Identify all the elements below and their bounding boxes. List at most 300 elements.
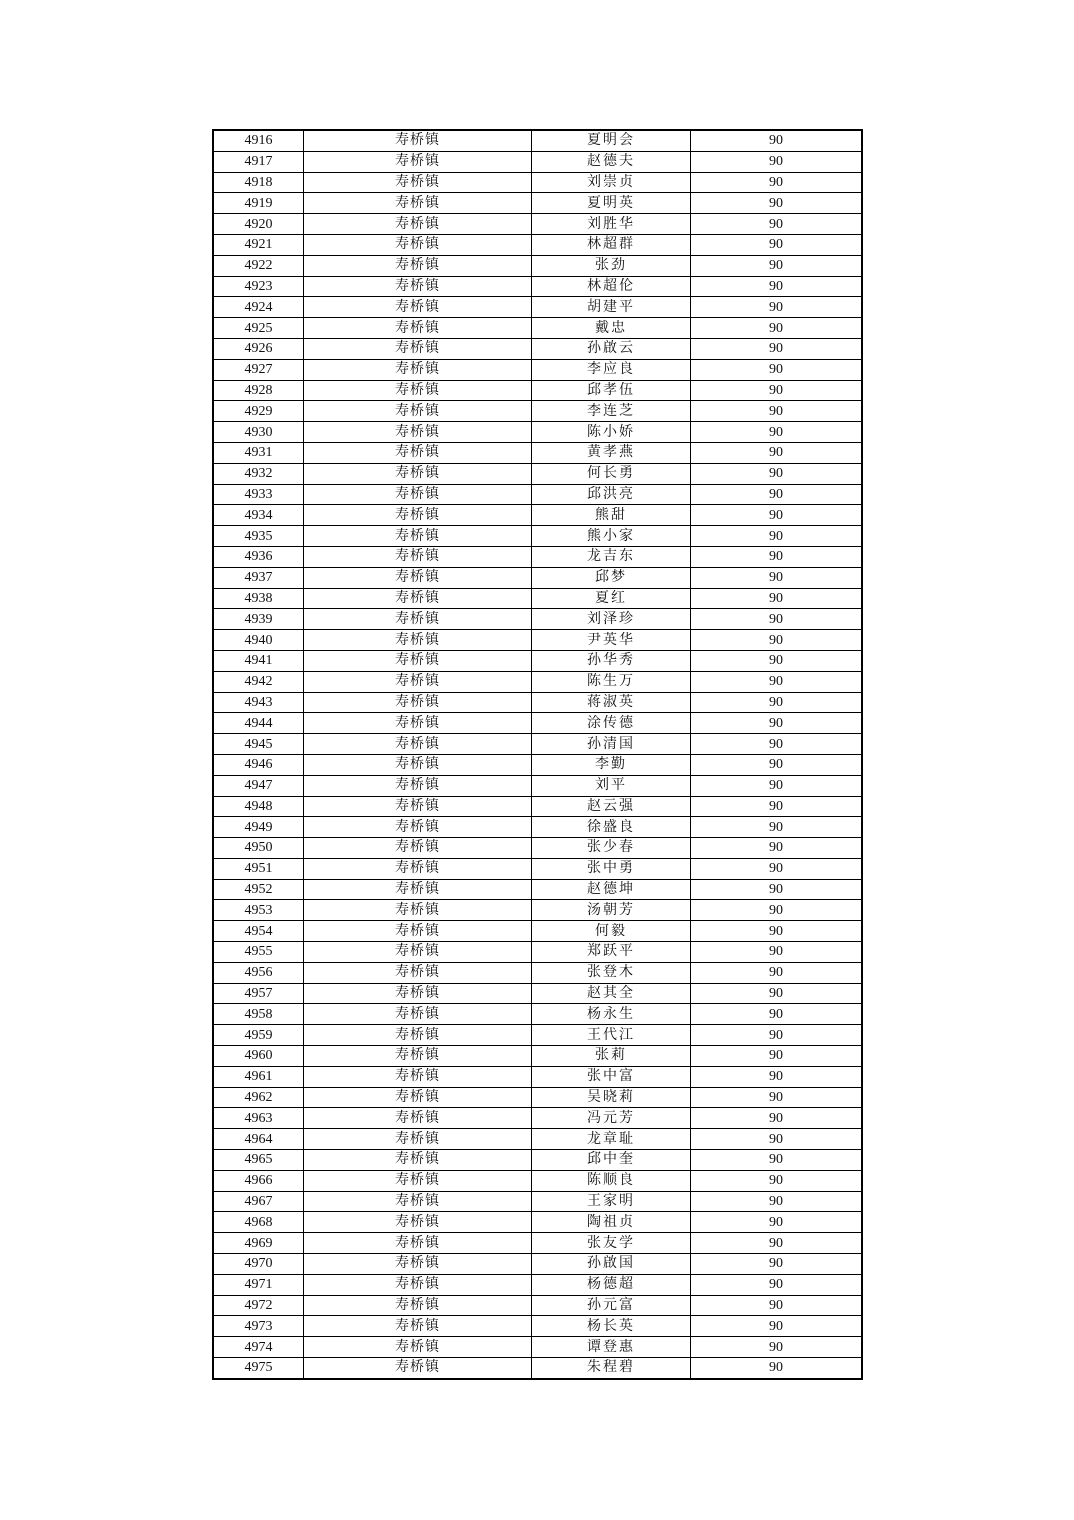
score-cell: 90 [691, 214, 863, 235]
score-cell: 90 [691, 546, 863, 567]
name-cell: 赵德坤 [532, 879, 691, 900]
table-row [213, 1170, 862, 1191]
town-cell: 寿桥镇 [304, 838, 532, 859]
table-row [213, 1316, 862, 1337]
score-cell: 90 [691, 318, 863, 339]
row-number-cell: 4949 [213, 817, 304, 838]
row-number-cell: 4953 [213, 900, 304, 921]
row-number-cell: 4950 [213, 838, 304, 859]
name-cell: 邱梦 [532, 567, 691, 588]
name-cell: 黄孝燕 [532, 442, 691, 463]
score-cell: 90 [691, 422, 863, 443]
row-number-cell: 4962 [213, 1087, 304, 1108]
score-cell: 90 [691, 775, 863, 796]
name-cell: 熊甜 [532, 505, 691, 526]
score-cell: 90 [691, 1191, 863, 1212]
row-number-cell: 4943 [213, 692, 304, 713]
town-cell: 寿桥镇 [304, 858, 532, 879]
name-cell: 尹英华 [532, 630, 691, 651]
score-cell: 90 [691, 1295, 863, 1316]
town-cell: 寿桥镇 [304, 172, 532, 193]
name-cell: 孙华秀 [532, 650, 691, 671]
table-row [213, 650, 862, 671]
name-cell: 刘泽珍 [532, 609, 691, 630]
score-cell: 90 [691, 463, 863, 484]
score-cell: 90 [691, 713, 863, 734]
score-cell: 90 [691, 817, 863, 838]
town-cell: 寿桥镇 [304, 1254, 532, 1275]
table-row [213, 318, 862, 339]
town-cell: 寿桥镇 [304, 1274, 532, 1295]
row-number-cell: 4929 [213, 401, 304, 422]
table-row [213, 1150, 862, 1171]
town-cell: 寿桥镇 [304, 193, 532, 214]
score-cell: 90 [691, 1150, 863, 1171]
score-cell: 90 [691, 1129, 863, 1150]
score-cell: 90 [691, 650, 863, 671]
row-number-cell: 4930 [213, 422, 304, 443]
row-number-cell: 4939 [213, 609, 304, 630]
name-cell: 杨德超 [532, 1274, 691, 1295]
name-cell: 赵云强 [532, 796, 691, 817]
row-number-cell: 4961 [213, 1066, 304, 1087]
score-cell: 90 [691, 359, 863, 380]
table-row [213, 942, 862, 963]
name-cell: 张中富 [532, 1066, 691, 1087]
table-row [213, 1087, 862, 1108]
town-cell: 寿桥镇 [304, 151, 532, 172]
name-cell: 赵其全 [532, 983, 691, 1004]
table-row [213, 962, 862, 983]
town-cell: 寿桥镇 [304, 505, 532, 526]
table-row [213, 172, 862, 193]
table-row [213, 858, 862, 879]
town-cell: 寿桥镇 [304, 546, 532, 567]
town-cell: 寿桥镇 [304, 713, 532, 734]
town-cell: 寿桥镇 [304, 921, 532, 942]
town-cell: 寿桥镇 [304, 692, 532, 713]
town-cell: 寿桥镇 [304, 609, 532, 630]
table-row [213, 401, 862, 422]
town-cell: 寿桥镇 [304, 734, 532, 755]
score-cell: 90 [691, 1087, 863, 1108]
score-cell: 90 [691, 754, 863, 775]
name-cell: 夏明会 [532, 130, 691, 151]
row-number-cell: 4972 [213, 1295, 304, 1316]
row-number-cell: 4955 [213, 942, 304, 963]
score-cell: 90 [691, 1254, 863, 1275]
town-cell: 寿桥镇 [304, 1066, 532, 1087]
row-number-cell: 4968 [213, 1212, 304, 1233]
score-cell: 90 [691, 401, 863, 422]
town-cell: 寿桥镇 [304, 1191, 532, 1212]
table-row [213, 276, 862, 297]
score-cell: 90 [691, 484, 863, 505]
score-cell: 90 [691, 588, 863, 609]
row-number-cell: 4960 [213, 1046, 304, 1067]
score-cell: 90 [691, 983, 863, 1004]
score-cell: 90 [691, 1274, 863, 1295]
town-cell: 寿桥镇 [304, 1337, 532, 1358]
score-cell: 90 [691, 734, 863, 755]
table-row [213, 338, 862, 359]
town-cell: 寿桥镇 [304, 900, 532, 921]
row-number-cell: 4928 [213, 380, 304, 401]
row-number-cell: 4956 [213, 962, 304, 983]
table-row [213, 526, 862, 547]
name-cell: 陈顺良 [532, 1170, 691, 1191]
score-cell: 90 [691, 193, 863, 214]
row-number-cell: 4938 [213, 588, 304, 609]
table-row [213, 1254, 862, 1275]
town-cell: 寿桥镇 [304, 942, 532, 963]
name-cell: 王代江 [532, 1025, 691, 1046]
name-cell: 李勤 [532, 754, 691, 775]
score-cell: 90 [691, 1025, 863, 1046]
town-cell: 寿桥镇 [304, 796, 532, 817]
town-cell: 寿桥镇 [304, 1025, 532, 1046]
row-number-cell: 4933 [213, 484, 304, 505]
town-cell: 寿桥镇 [304, 671, 532, 692]
row-number-cell: 4918 [213, 172, 304, 193]
table-row [213, 630, 862, 651]
row-number-cell: 4923 [213, 276, 304, 297]
table-row [213, 1233, 862, 1254]
row-number-cell: 4924 [213, 297, 304, 318]
town-cell: 寿桥镇 [304, 318, 532, 339]
score-cell: 90 [691, 234, 863, 255]
row-number-cell: 4935 [213, 526, 304, 547]
score-cell: 90 [691, 297, 863, 318]
name-cell: 刘平 [532, 775, 691, 796]
town-cell: 寿桥镇 [304, 775, 532, 796]
row-number-cell: 4971 [213, 1274, 304, 1295]
name-cell: 涂传德 [532, 713, 691, 734]
name-cell: 陈生万 [532, 671, 691, 692]
table-row [213, 1129, 862, 1150]
name-cell: 蒋淑英 [532, 692, 691, 713]
score-cell: 90 [691, 838, 863, 859]
name-cell: 杨永生 [532, 1004, 691, 1025]
score-cell: 90 [691, 1046, 863, 1067]
table-row [213, 130, 862, 151]
row-number-cell: 4973 [213, 1316, 304, 1337]
row-number-cell: 4942 [213, 671, 304, 692]
town-cell: 寿桥镇 [304, 1087, 532, 1108]
row-number-cell: 4920 [213, 214, 304, 235]
row-number-cell: 4925 [213, 318, 304, 339]
name-cell: 林超群 [532, 234, 691, 255]
town-cell: 寿桥镇 [304, 255, 532, 276]
table-row [213, 879, 862, 900]
name-cell: 邱孝伍 [532, 380, 691, 401]
table-row [213, 422, 862, 443]
table-row [213, 754, 862, 775]
score-cell: 90 [691, 505, 863, 526]
roster-table [212, 129, 863, 1380]
table-row [213, 838, 862, 859]
town-cell: 寿桥镇 [304, 338, 532, 359]
town-cell: 寿桥镇 [304, 1233, 532, 1254]
town-cell: 寿桥镇 [304, 1316, 532, 1337]
table-row [213, 505, 862, 526]
name-cell: 夏红 [532, 588, 691, 609]
name-cell: 张少春 [532, 838, 691, 859]
town-cell: 寿桥镇 [304, 401, 532, 422]
row-number-cell: 4941 [213, 650, 304, 671]
row-number-cell: 4919 [213, 193, 304, 214]
town-cell: 寿桥镇 [304, 484, 532, 505]
name-cell: 林超伦 [532, 276, 691, 297]
town-cell: 寿桥镇 [304, 1129, 532, 1150]
row-number-cell: 4934 [213, 505, 304, 526]
row-number-cell: 4926 [213, 338, 304, 359]
town-cell: 寿桥镇 [304, 1212, 532, 1233]
score-cell: 90 [691, 858, 863, 879]
town-cell: 寿桥镇 [304, 380, 532, 401]
score-cell: 90 [691, 172, 863, 193]
name-cell: 陈小娇 [532, 422, 691, 443]
table-row [213, 463, 862, 484]
table-row [213, 713, 862, 734]
row-number-cell: 4927 [213, 359, 304, 380]
table-row [213, 1295, 862, 1316]
row-number-cell: 4966 [213, 1170, 304, 1191]
table-row [213, 567, 862, 588]
table-row [213, 1358, 862, 1379]
name-cell: 徐盛良 [532, 817, 691, 838]
town-cell: 寿桥镇 [304, 567, 532, 588]
town-cell: 寿桥镇 [304, 234, 532, 255]
table-row [213, 1108, 862, 1129]
score-cell: 90 [691, 1212, 863, 1233]
town-cell: 寿桥镇 [304, 1150, 532, 1171]
score-cell: 90 [691, 879, 863, 900]
name-cell: 李连芝 [532, 401, 691, 422]
town-cell: 寿桥镇 [304, 442, 532, 463]
row-number-cell: 4975 [213, 1358, 304, 1379]
row-number-cell: 4964 [213, 1129, 304, 1150]
row-number-cell: 4951 [213, 858, 304, 879]
score-cell: 90 [691, 630, 863, 651]
name-cell: 孙啟国 [532, 1254, 691, 1275]
name-cell: 邱洪亮 [532, 484, 691, 505]
row-number-cell: 4937 [213, 567, 304, 588]
score-cell: 90 [691, 338, 863, 359]
name-cell: 胡建平 [532, 297, 691, 318]
name-cell: 赵德夫 [532, 151, 691, 172]
name-cell: 何长勇 [532, 463, 691, 484]
town-cell: 寿桥镇 [304, 526, 532, 547]
row-number-cell: 4940 [213, 630, 304, 651]
table-row [213, 234, 862, 255]
name-cell: 孙啟云 [532, 338, 691, 359]
name-cell: 张劲 [532, 255, 691, 276]
name-cell: 刘胜华 [532, 214, 691, 235]
score-cell: 90 [691, 1170, 863, 1191]
row-number-cell: 4946 [213, 754, 304, 775]
name-cell: 张登木 [532, 962, 691, 983]
name-cell: 冯元芳 [532, 1108, 691, 1129]
table-row [213, 255, 862, 276]
name-cell: 龙吉东 [532, 546, 691, 567]
table-row [213, 1191, 862, 1212]
row-number-cell: 4969 [213, 1233, 304, 1254]
score-cell: 90 [691, 151, 863, 172]
row-number-cell: 4958 [213, 1004, 304, 1025]
table-row [213, 380, 862, 401]
name-cell: 李应良 [532, 359, 691, 380]
score-cell: 90 [691, 609, 863, 630]
table-row [213, 609, 862, 630]
table-row [213, 193, 862, 214]
town-cell: 寿桥镇 [304, 1295, 532, 1316]
row-number-cell: 4957 [213, 983, 304, 1004]
row-number-cell: 4931 [213, 442, 304, 463]
score-cell: 90 [691, 526, 863, 547]
table-row [213, 921, 862, 942]
name-cell: 孙元富 [532, 1295, 691, 1316]
town-cell: 寿桥镇 [304, 817, 532, 838]
score-cell: 90 [691, 276, 863, 297]
score-cell: 90 [691, 1337, 863, 1358]
row-number-cell: 4965 [213, 1150, 304, 1171]
table-row [213, 1337, 862, 1358]
row-number-cell: 4970 [213, 1254, 304, 1275]
town-cell: 寿桥镇 [304, 1046, 532, 1067]
name-cell: 王家明 [532, 1191, 691, 1212]
town-cell: 寿桥镇 [304, 422, 532, 443]
town-cell: 寿桥镇 [304, 650, 532, 671]
table-row [213, 484, 862, 505]
table-row [213, 796, 862, 817]
town-cell: 寿桥镇 [304, 297, 532, 318]
town-cell: 寿桥镇 [304, 276, 532, 297]
table-row [213, 1274, 862, 1295]
table-row [213, 671, 862, 692]
row-number-cell: 4936 [213, 546, 304, 567]
name-cell: 邱中奎 [532, 1150, 691, 1171]
name-cell: 郑跃平 [532, 942, 691, 963]
row-number-cell: 4954 [213, 921, 304, 942]
town-cell: 寿桥镇 [304, 588, 532, 609]
score-cell: 90 [691, 692, 863, 713]
name-cell: 孙清国 [532, 734, 691, 755]
table-row [213, 214, 862, 235]
score-cell: 90 [691, 255, 863, 276]
town-cell: 寿桥镇 [304, 1108, 532, 1129]
name-cell: 熊小家 [532, 526, 691, 547]
town-cell: 寿桥镇 [304, 1170, 532, 1191]
score-cell: 90 [691, 130, 863, 151]
name-cell: 谭登惠 [532, 1337, 691, 1358]
town-cell: 寿桥镇 [304, 1358, 532, 1379]
table-row [213, 734, 862, 755]
name-cell: 张友学 [532, 1233, 691, 1254]
town-cell: 寿桥镇 [304, 630, 532, 651]
table-row [213, 983, 862, 1004]
town-cell: 寿桥镇 [304, 463, 532, 484]
score-cell: 90 [691, 1066, 863, 1087]
score-cell: 90 [691, 380, 863, 401]
table-row [213, 297, 862, 318]
score-cell: 90 [691, 1004, 863, 1025]
row-number-cell: 4921 [213, 234, 304, 255]
row-number-cell: 4922 [213, 255, 304, 276]
row-number-cell: 4945 [213, 734, 304, 755]
town-cell: 寿桥镇 [304, 754, 532, 775]
table-row [213, 1004, 862, 1025]
score-cell: 90 [691, 921, 863, 942]
name-cell: 吴晓莉 [532, 1087, 691, 1108]
row-number-cell: 4952 [213, 879, 304, 900]
row-number-cell: 4947 [213, 775, 304, 796]
town-cell: 寿桥镇 [304, 879, 532, 900]
score-cell: 90 [691, 900, 863, 921]
table-row [213, 359, 862, 380]
name-cell: 戴忠 [532, 318, 691, 339]
table-row [213, 817, 862, 838]
name-cell: 张莉 [532, 1046, 691, 1067]
row-number-cell: 4959 [213, 1025, 304, 1046]
table-row [213, 588, 862, 609]
row-number-cell: 4944 [213, 713, 304, 734]
score-cell: 90 [691, 1358, 863, 1379]
table-row [213, 900, 862, 921]
row-number-cell: 4932 [213, 463, 304, 484]
row-number-cell: 4916 [213, 130, 304, 151]
score-cell: 90 [691, 1316, 863, 1337]
town-cell: 寿桥镇 [304, 214, 532, 235]
row-number-cell: 4967 [213, 1191, 304, 1212]
name-cell: 杨长英 [532, 1316, 691, 1337]
table-row [213, 775, 862, 796]
table-row [213, 692, 862, 713]
score-cell: 90 [691, 942, 863, 963]
name-cell: 朱程碧 [532, 1358, 691, 1379]
table-row [213, 1066, 862, 1087]
name-cell: 夏明英 [532, 193, 691, 214]
row-number-cell: 4917 [213, 151, 304, 172]
name-cell: 刘崇贞 [532, 172, 691, 193]
town-cell: 寿桥镇 [304, 359, 532, 380]
table-row [213, 546, 862, 567]
score-cell: 90 [691, 962, 863, 983]
score-cell: 90 [691, 1233, 863, 1254]
row-number-cell: 4974 [213, 1337, 304, 1358]
score-cell: 90 [691, 442, 863, 463]
row-number-cell: 4963 [213, 1108, 304, 1129]
town-cell: 寿桥镇 [304, 983, 532, 1004]
name-cell: 何毅 [532, 921, 691, 942]
score-cell: 90 [691, 1108, 863, 1129]
name-cell: 汤朝芳 [532, 900, 691, 921]
roster-table-body [213, 130, 862, 1379]
table-row [213, 151, 862, 172]
score-cell: 90 [691, 567, 863, 588]
row-number-cell: 4948 [213, 796, 304, 817]
name-cell: 陶祖贞 [532, 1212, 691, 1233]
table-row [213, 1025, 862, 1046]
score-cell: 90 [691, 671, 863, 692]
town-cell: 寿桥镇 [304, 962, 532, 983]
name-cell: 龙章耻 [532, 1129, 691, 1150]
score-cell: 90 [691, 796, 863, 817]
town-cell: 寿桥镇 [304, 1004, 532, 1025]
table-row [213, 442, 862, 463]
name-cell: 张中勇 [532, 858, 691, 879]
table-row [213, 1212, 862, 1233]
